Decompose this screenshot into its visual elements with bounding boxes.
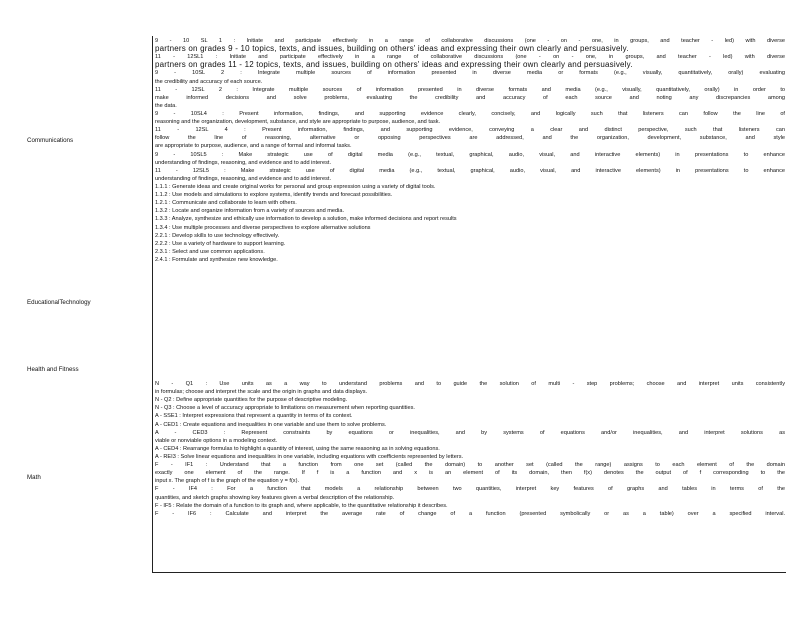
standard-line: the data. [155,102,177,109]
column-divider [152,36,153,572]
standard-line: 9 - 10SL4 : Present information, findings, and supporting evidence clearly, concisely, and logically such that listeners can follow the line of [155,110,785,117]
edtech-standards [155,183,785,264]
standard-line: N - Q2 : Define appropriate quantities for the purpose of descriptive modeling. [155,397,348,404]
table-bottom-rule [152,572,786,573]
standard-line: partners on grades 11 - 12 topics, texts, and issues, building on others' ideas and expressing their own clearly and persuasively. [155,61,633,70]
standard-line: 1.1.1 : Generate ideas and create original works for personal and group expression using a variety of digital tools. [155,184,436,190]
standard-line: N - Q3 : Choose a level of accuracy appropriate to limitations on measurement when reporting quantities. [155,405,415,412]
standard-line: F - IF1 : Understand that a function from one set (called the domain) to another set (called the range) assigns to each element of the domain [155,462,785,469]
standard-line: 11 - 12SL 2 : Integrate multiple sources of information presented in diverse formats and media (e.g., visually, quantitatively, orally) in order to [155,86,785,93]
standard-line: 2.4.1 : Formulate and synthesize new knowledge. [155,256,278,263]
standard-line: input x. The graph of f is the graph of the equation y = f(x). [155,478,300,485]
standard-line: understanding of findings, reasoning, and evidence and to add interest. [155,159,332,166]
standard-line: 9 - 10SL 2 : Integrate multiple sources of information presented in diverse media or formats (e.g., visually, quantitatively, orally) evaluating [155,70,785,77]
standard-line: exactly one element of the range. If f is a function and x is an element of its domain, then f(x) denotes the output of f corresponding to the [155,470,785,477]
communications-standards [155,37,785,183]
standard-line: make informed decisions and solve problems, evaluating the credibility and accuracy of each source and noting any discrepancies among [155,94,785,101]
standard-line: 2.2.2 : Use a variety of hardware to support learning. [155,240,286,247]
standard-line: 9 - 10 SL 1 : Initiate and participate effectively in a range of collaborative discussions (one - on - one, in groups, and teacher - led) with diverse [155,38,785,44]
standard-line: 1.2.1 : Communicate and collaborate to learn with others. [155,200,297,207]
standard-line: A - CED4 : Rearrange formulas to highlight a quantity of interest, using the same reasoning as in solving equations. [155,445,440,452]
subject-label-communications: Communications [27,137,74,144]
standard-line: 1.3.2 : Locate and organize information from a variety of sources and media. [155,208,345,215]
standard-line: reasoning and the organization, development, substance, and style are appropriate to purpose, audience, and task. [155,119,441,126]
standard-line: N - Q1 : Use units as a way to understand problems and to guide the solution of multi - step problems; choose and interpret units consistently [155,381,785,387]
standard-line: 1.3.3 : Analyze, synthesize and ethically use information to develop a solution, make informed decisions and report results [155,216,457,223]
standard-line: A - CED3 : Represent constraints by equations or inequalities, and by systems of equations and/or inequalities, and interpret solutions as [155,429,785,436]
math-standards [155,380,785,518]
standard-line: F - IF6 : Calculate and interpret the average rate of change of a function (presented symbolically or as a table) over a specified interval. [155,510,785,517]
subject-label-health-fitness: Health and Fitness [27,366,79,373]
standard-line: 2.2.1 : Develop skills to use technology effectively. [155,232,280,239]
standard-line: viable or nonviable options in a modeling context. [155,437,278,444]
standard-line: A - REI3 : Solve linear equations and inequalities in one variable, including equations with coefficients represented by letters. [155,453,464,460]
standard-line: are appropriate to purpose, audience, and a range of formal and informal tasks. [155,143,352,150]
standard-line: 11 - 12SL5 : Make strategic use of digital media (e.g., textual, graphical, audio, visual, and interactive elements) in presentations to enhance [155,167,785,174]
standard-line: 1.3.4 : Use multiple processes and diverse perspectives to explore alternative solutions [155,224,371,231]
standard-line: 9 - 10SL5 : Make strategic use of digital media (e.g., textual, graphical, audio, visual, and interactive elements) in presentations to enhance [155,151,785,158]
standard-line: 11 - 12SL 4 : Present information, findings, and supporting evidence, conveying a clear and distinct perspective, such that listeners can [155,127,785,134]
standard-line: 11 - 12SL1 : Initiate and participate effectively in a range of collaborative discussions (one - on - one, in groups, and teacher - led) with diverse [155,54,785,61]
standard-line: in formulas; choose and interpret the scale and the origin in graphs and data displays. [155,389,368,396]
standard-line: quantities, and sketch graphs showing key features given a verbal description of the relationship. [155,494,395,501]
standard-line: follow the line of reasoning, alternative or opposing perspectives are addressed, and the organization, development, substance, and style [155,135,785,142]
subject-label-educational-technology: EducationalTechnology [27,299,91,306]
standard-line: 2.3.1 : Select and use common applications. [155,248,265,255]
standard-line: the credibility and accuracy of each source. [155,78,263,85]
standard-line: F - IF5 : Relate the domain of a function to its graph and, where applicable, to the quantitative relationship it describes. [155,502,448,509]
standard-line: F - IF4 : For a function that models a relationship between two quantities, interpret key features of graphs and tables in terms of the [155,486,785,493]
standard-line: A - CED1 : Create equations and inequalities in one variable and use them to solve problems. [155,421,387,428]
standard-line: partners on grades 9 - 10 topics, texts, and issues, building on others' ideas and expressing their own clearly and persuasively. [155,45,629,54]
standard-line: A - SSE1 : Interpret expressions that represent a quantity in terms of its context. [155,413,353,420]
standard-line: 1.1.2 : Use models and simulations to explore systems, identify trends and forecast possibilities. [155,192,393,199]
subject-label-math: Math [27,474,41,481]
standard-line: understanding of findings, reasoning, and evidence and to add interest. [155,175,332,182]
